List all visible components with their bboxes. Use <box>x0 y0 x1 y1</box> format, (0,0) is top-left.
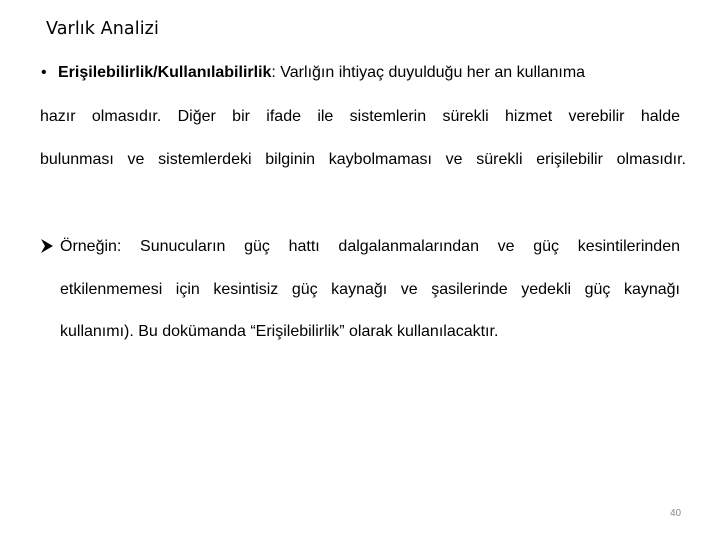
bullet2-line2: etkilenmemesi için kesintisiz güç kaynağı ve şasilerinde yedekli güç kaynağı <box>60 281 680 298</box>
bullet1-line3: bulunması ve sistemlerdeki bilginin kaybolmaması ve sürekli erişilebilir olmasıdır. <box>40 151 686 168</box>
bullet2-line3: kullanımı). Bu dokümanda “Erişilebilirlik” olarak kullanılacaktır. <box>60 323 499 340</box>
page-number: 40 <box>670 508 682 519</box>
slide-title: Varlık Analizi <box>46 19 159 39</box>
bullet1-line1-content <box>40 64 585 82</box>
bullet1-line1-text: : Varlığın ihtiyaç duyulduğu her an kullanıma <box>271 64 586 81</box>
bullet2-line1: Örneğin: Sunucuların güç hattı dalgalanmalarından ve güç kesintilerinden <box>60 238 680 255</box>
bullet1-line1 <box>40 64 680 82</box>
bullet1-term: Erişilebilirlik/Kullanılabilirlik <box>58 64 272 81</box>
bullet-dot: • <box>41 64 47 81</box>
bullet1-line2: hazır olmasıdır. Diğer bir ifade ile sistemlerin sürekli hizmet verebilir halde <box>40 108 680 125</box>
arrow-bullet-icon <box>40 238 54 254</box>
